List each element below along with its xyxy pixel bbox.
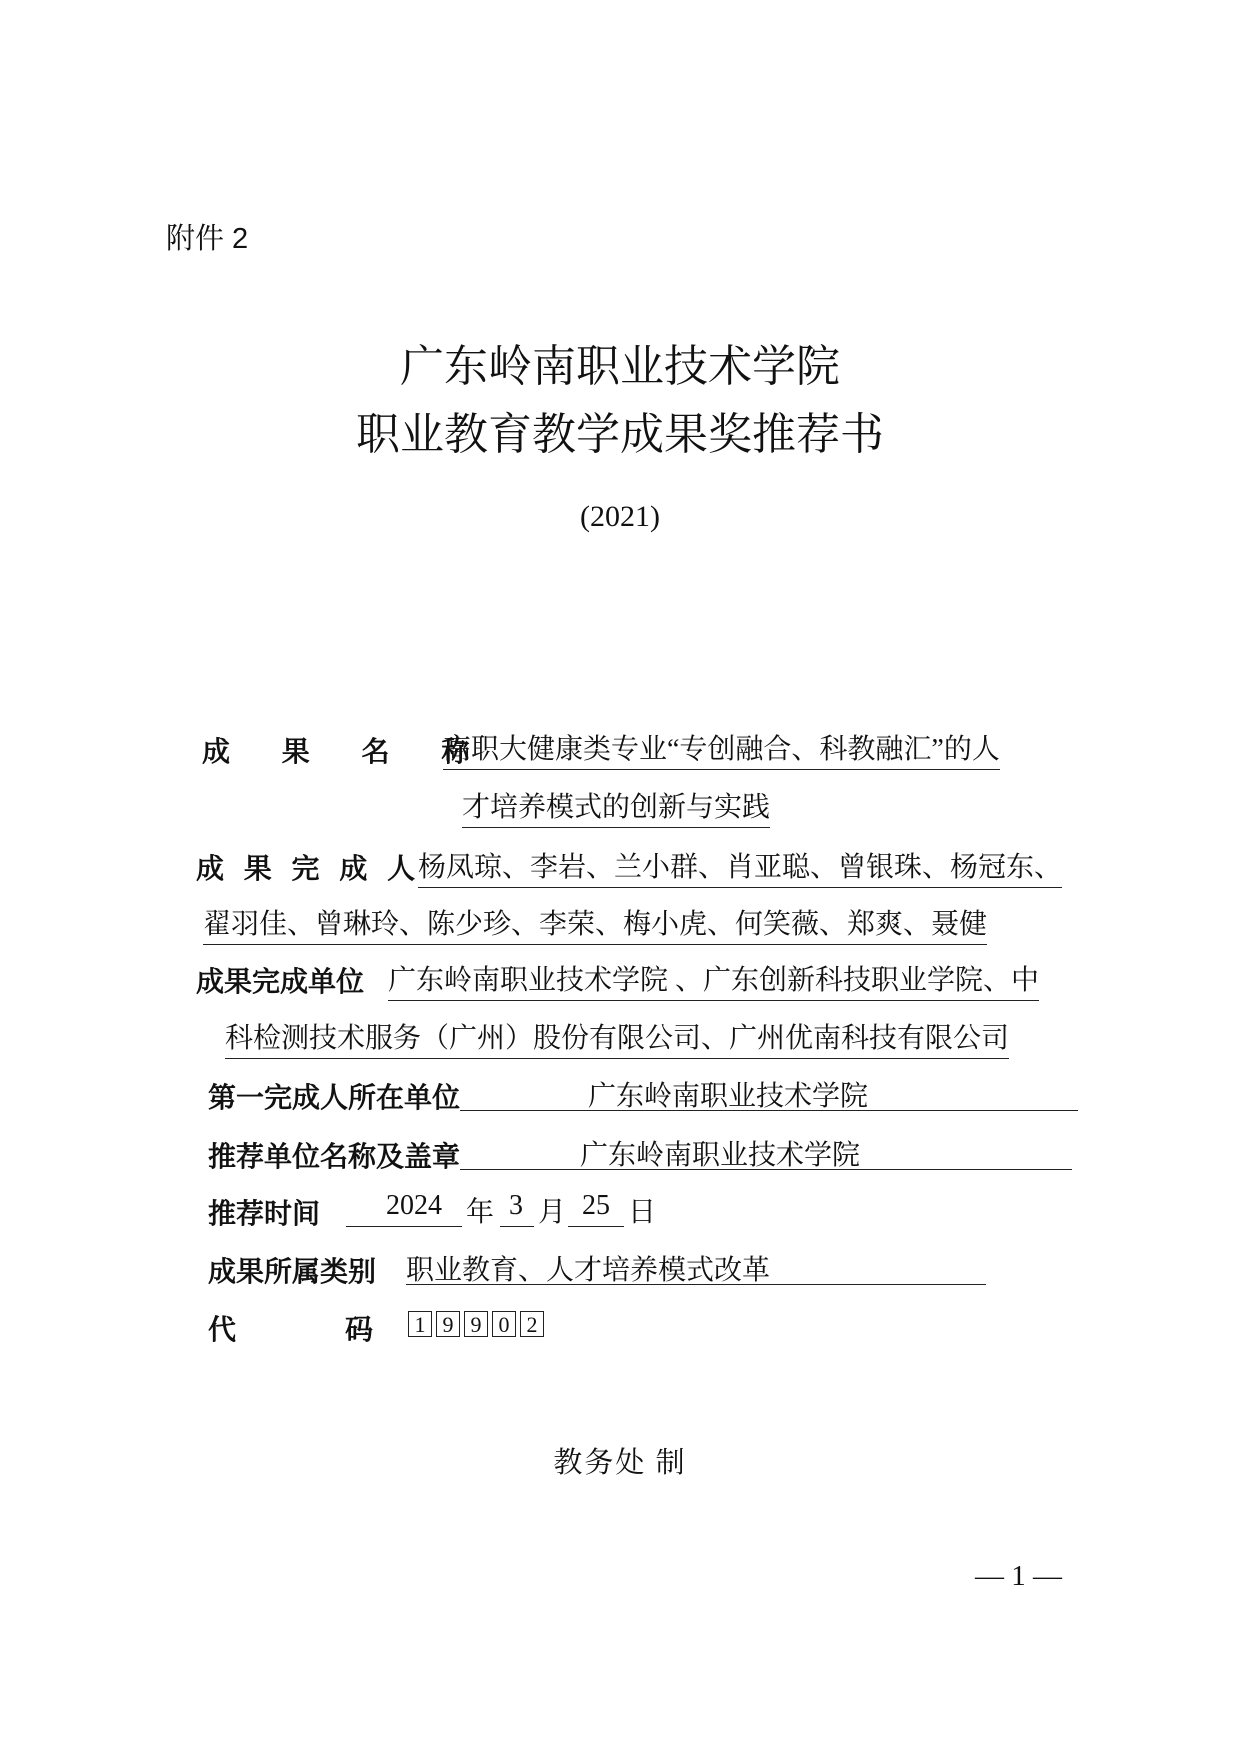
field-value-category: 职业教育、人才培养模式改革: [406, 1255, 771, 1286]
field-underline-category: [406, 1248, 986, 1285]
field-value-month: 3: [509, 1190, 523, 1221]
day-unit: 日: [628, 1197, 657, 1228]
attachment-label: 附件 2: [166, 223, 249, 255]
title-line-1: 广东岭南职业技术学院: [400, 342, 840, 391]
code-digit-box: 9: [464, 1311, 488, 1337]
title-line-2: 职业教育教学成果奖推荐书: [356, 410, 884, 459]
field-value-name-2: 才培养模式的创新与实践: [462, 785, 770, 828]
field-value-units-1: 广东岭南职业技术学院 、广东创新科技职业学院、中: [388, 958, 1039, 1001]
field-label-recommender: 推荐单位名称及盖章: [208, 1141, 461, 1172]
field-value-name-1: 高职大健康类专业“专创融合、科教融汇”的人: [443, 727, 1000, 770]
field-label-time: 推荐时间: [208, 1198, 321, 1229]
code-digit-box: 2: [520, 1311, 544, 1337]
field-label-category: 成果所属类别: [208, 1256, 377, 1287]
field-value-first-unit: 广东岭南职业技术学院: [588, 1081, 869, 1112]
field-label-people: 成 果 完 成 人: [196, 853, 422, 884]
code-digit-box: 9: [436, 1311, 460, 1337]
field-value-people-1: 杨凤琼、李岩、兰小群、肖亚聪、曾银珠、杨冠东、: [418, 845, 1062, 888]
code-digit-box: 0: [492, 1311, 516, 1337]
field-value-recommender: 广东岭南职业技术学院: [580, 1140, 861, 1171]
year-unit: 年: [466, 1197, 495, 1228]
code-digit-box: 1: [408, 1311, 432, 1337]
field-value-people-2: 翟羽佳、曾琳玲、陈少珍、李荣、梅小虎、何笑薇、郑爽、聂健: [203, 902, 987, 945]
field-label-code-b: 码: [345, 1314, 374, 1345]
code-boxes: [408, 1311, 544, 1337]
field-label-name: 成 果 名 称: [202, 736, 492, 767]
field-value-year: 2024: [386, 1190, 442, 1221]
issuer-footer: 教务处 制: [553, 1447, 687, 1479]
title-year: (2021): [580, 500, 660, 533]
page-number: — 1 —: [975, 1560, 1062, 1592]
field-value-day: 25: [582, 1190, 610, 1221]
field-label-first-unit: 第一完成人所在单位: [208, 1082, 461, 1113]
field-label-units: 成果完成单位: [196, 966, 365, 997]
field-label-code-a: 代: [208, 1314, 237, 1345]
field-value-units-2: 科检测技术服务（广州）股份有限公司、广州优南科技有限公司: [225, 1016, 1009, 1059]
month-unit: 月: [538, 1197, 567, 1228]
